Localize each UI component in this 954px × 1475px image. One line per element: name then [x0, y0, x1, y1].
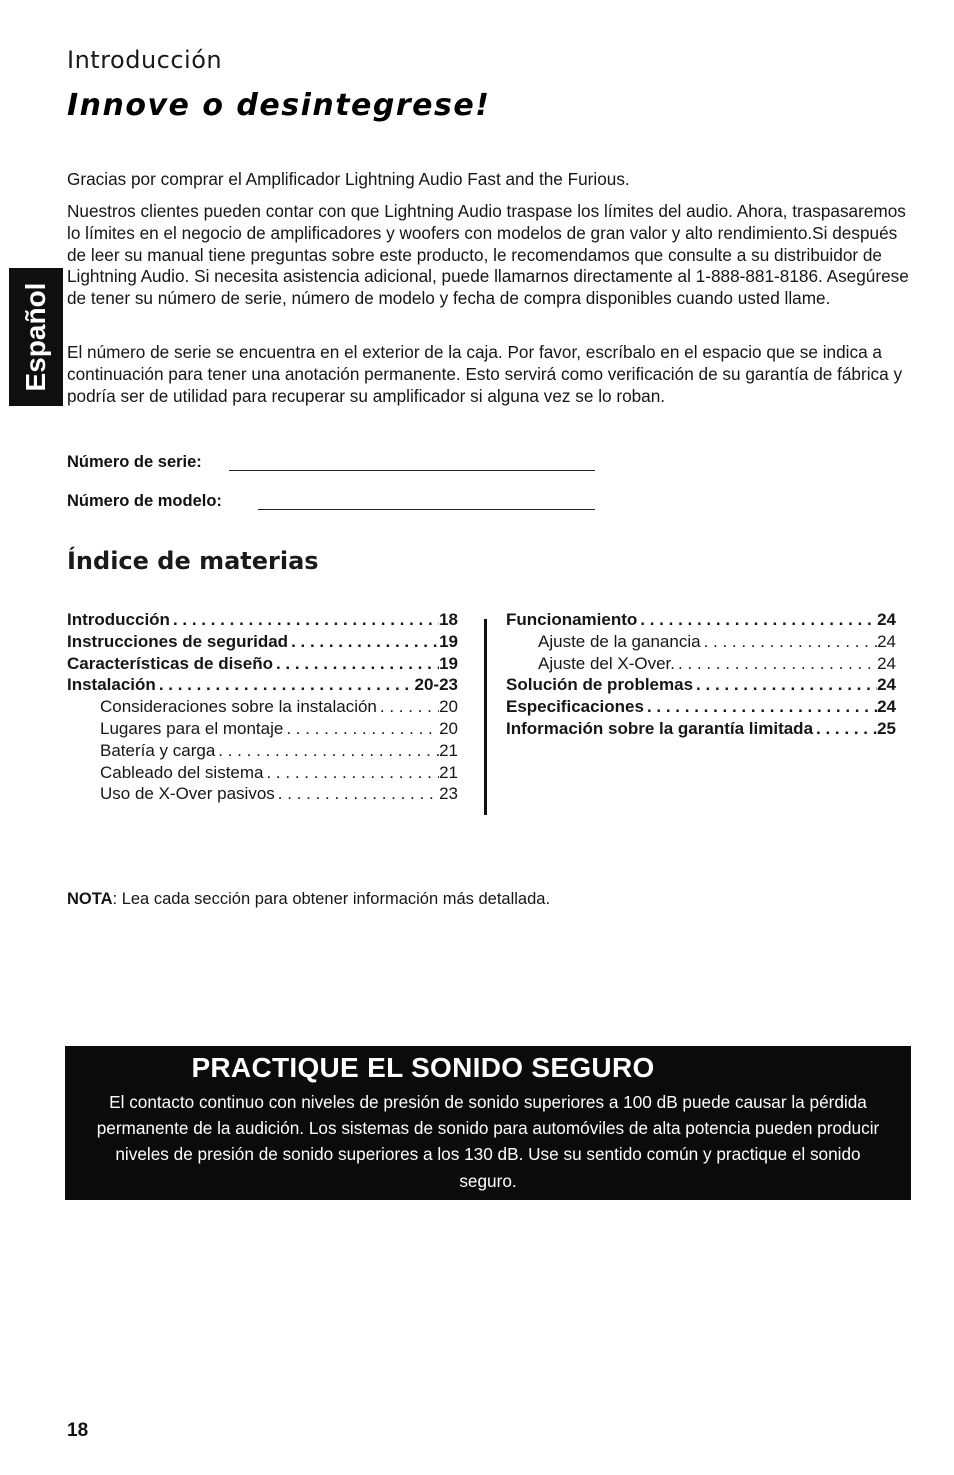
note-text: : Lea cada sección para obtener información más detallada. [112, 890, 551, 908]
page-headline: Innove o desintegrese! [67, 88, 491, 123]
toc-entry-title: Instrucciones de seguridad [67, 631, 289, 651]
toc-entry [506, 654, 896, 676]
toc-entry-title: Cableado del sistema [100, 762, 264, 782]
toc-entry-title: Ajuste de la ganancia [538, 631, 701, 651]
toc-leader-dots [170, 610, 439, 630]
toc-entry-page: 19 [439, 631, 458, 651]
safety-notice-box [65, 1046, 911, 1200]
note-label: NOTA [67, 890, 113, 908]
toc-entry-title: Uso de X-Over pasivos [100, 784, 275, 804]
toc-entry [506, 719, 896, 741]
toc-entry-page: 23 [439, 784, 458, 804]
toc-entry-title: Especificaciones [506, 697, 644, 717]
serial-number-label: Número de serie: [67, 453, 202, 471]
serial-number-line[interactable] [229, 470, 595, 471]
section-label: Introducción [67, 46, 223, 74]
toc-leader-dots [813, 719, 877, 739]
intro-paragraph-2: Nuestros clientes pueden contar con que Lightning Audio traspase los límites del audio. Ahora, traspasaremos lo límites en el negocio de amplificadores y woofers con modelos de gran valor y alto rendimiento.Si después de leer su manual tiene preguntas sobre este producto, le recomendamos que consulte a su distribuidor de Lightning Audio. Si necesita asistencia adicional, puede llamarnos directamente al 1-888-881-8186. Asegúrese de tener su número de serie, número de modelo y fecha de compra disponibles cuando usted llame. [67, 201, 909, 309]
page-number: 18 [67, 1420, 89, 1441]
safety-notice-title-text: PRACTIQUE EL SONIDO SEGURO [191, 1052, 655, 1083]
toc-entry-page: 24 [877, 631, 896, 651]
toc-entry-title: Consideraciones sobre la instalación [100, 697, 377, 717]
toc-entry-page: 20 [439, 718, 458, 738]
toc-left-column [67, 610, 458, 806]
toc-leader-dots [701, 632, 878, 652]
toc-right-column [506, 610, 896, 741]
toc-entry [506, 697, 896, 719]
intro-paragraph-3: El número de serie se encuentra en el exterior de la caja. Por favor, escríbalo en el espacio que se indica a continuación para tener una anotación permanente. Esto servirá como verificación de su garantía de fábrica y podría ser de utilidad para recuperar su amplificador si alguna vez se lo roban. [67, 342, 903, 406]
language-tab [9, 268, 63, 406]
toc-entry-title: Características de diseño [67, 653, 273, 673]
toc-entry-page: 25 [877, 718, 896, 738]
toc-entry [67, 697, 458, 719]
toc-entry [67, 741, 458, 763]
toc-entry [67, 654, 458, 676]
safety-notice-text: El contacto continuo con niveles de presión de sonido superiores a 100 dB puede causar la pérdida permanente de la audición. Los sistemas de sonido para automóviles de alta potencia pueden producir niveles de presión de sonido superiores a los 130 dB. Use su sentido común y practique el sonido seguro. [96, 1092, 880, 1191]
toc-entry-title: Lugares para el montaje [100, 718, 284, 738]
toc-entry [67, 784, 458, 806]
safety-notice-title [65, 1052, 911, 1084]
toc-entry-page: 24 [877, 675, 896, 695]
toc-entry [67, 675, 458, 697]
toc-leader-dots [156, 675, 415, 695]
toc-entry-page: 20-23 [414, 675, 458, 695]
toc-entry-page: 24 [877, 697, 896, 717]
toc-entry [506, 675, 896, 697]
toc-entry-page: 21 [439, 762, 458, 782]
toc-entry-title: Información sobre la garantía limitada [506, 718, 814, 738]
toc-leader-dots [283, 719, 439, 739]
toc-entry-page: 20 [439, 697, 458, 717]
toc-entry [506, 632, 896, 654]
toc-entry [67, 719, 458, 741]
toc-leader-dots [675, 654, 877, 674]
toc-leader-dots [215, 741, 439, 761]
toc-leader-dots [288, 632, 439, 652]
intro-paragraph-1: Gracias por comprar el Amplificador Lightning Audio Fast and the Furious. [67, 169, 630, 189]
model-number-line[interactable] [258, 509, 595, 510]
toc-leader-dots [263, 763, 439, 783]
toc-entry-page: 24 [877, 610, 896, 629]
toc-divider [484, 619, 487, 815]
toc-entry-title: Ajuste del X-Over. [538, 653, 676, 673]
toc-entry-title: Funcionamiento [506, 610, 638, 629]
toc-entry-page: 18 [439, 610, 458, 629]
toc-entry [67, 610, 458, 632]
toc-leader-dots [644, 697, 877, 717]
language-tab-label: Español [20, 282, 51, 392]
toc-entry-title: Instalación [67, 675, 156, 695]
toc-entry-page: 24 [877, 653, 896, 673]
toc-entry-page: 21 [439, 740, 458, 760]
toc-leader-dots [377, 697, 439, 717]
toc-entry [506, 610, 896, 632]
toc-entry-page: 19 [439, 653, 458, 673]
toc-entry-title: Solución de problemas [506, 675, 694, 695]
toc-title: Índice de materias [67, 547, 319, 575]
toc-entry-title: Introducción [67, 610, 170, 629]
model-number-label: Número de modelo: [67, 492, 222, 510]
toc-entry [67, 763, 458, 785]
toc-leader-dots [273, 654, 439, 674]
toc-leader-dots [637, 610, 877, 630]
toc-leader-dots [275, 784, 439, 804]
toc-entry-title: Batería y carga [100, 740, 216, 760]
note [67, 890, 550, 909]
toc-entry [67, 632, 458, 654]
toc-leader-dots [693, 675, 877, 695]
